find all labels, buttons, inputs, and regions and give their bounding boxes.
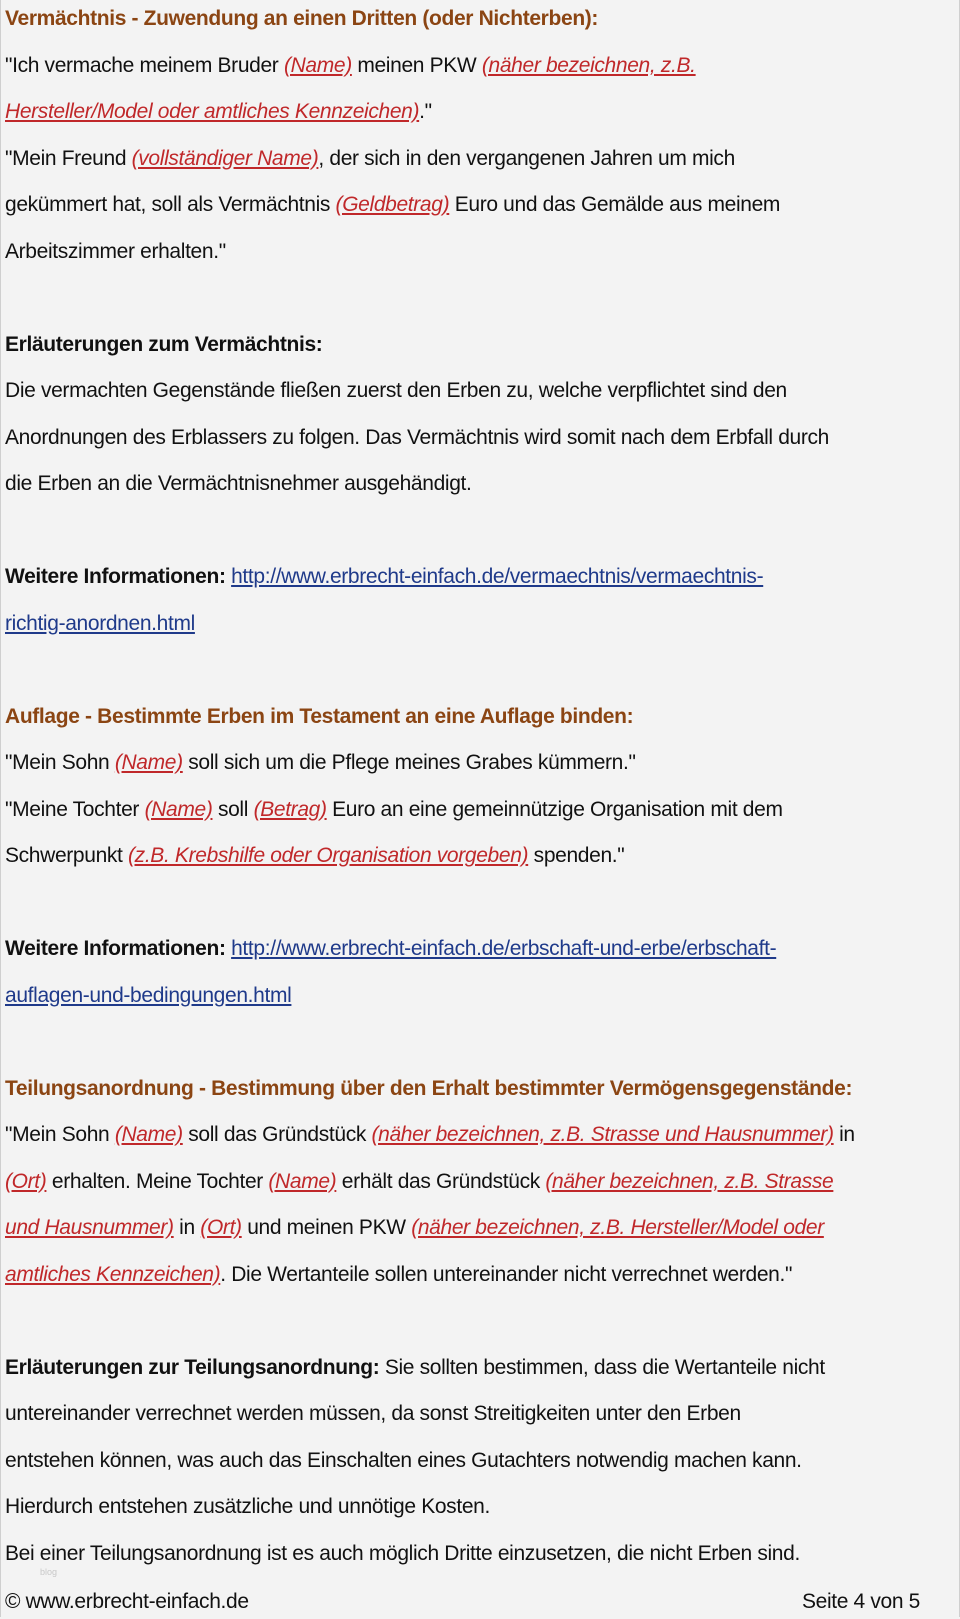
placeholder-text: (näher bezeichnen, z.B. Strasse	[545, 1169, 834, 1193]
blank-line	[5, 279, 960, 326]
text-line	[5, 93, 960, 140]
placeholder-text: (vollständiger Name)	[131, 146, 319, 170]
placeholder-text: (Ort)	[5, 1169, 47, 1193]
text-line	[5, 1256, 960, 1303]
placeholder-text: (Name)	[268, 1169, 337, 1193]
body-text: "Mein Freund	[5, 146, 132, 170]
text-line	[5, 1535, 960, 1582]
text-line	[5, 930, 960, 977]
placeholder-text: (näher bezeichnen, z.B.	[481, 53, 696, 77]
placeholder-text: (Name)	[114, 1123, 183, 1146]
text-line	[5, 698, 960, 745]
placeholder-text: amtliches Kennzeichen)	[5, 1262, 221, 1286]
blank-line	[5, 651, 960, 698]
body-text: gekümmert hat, soll als Vermächtnis	[5, 193, 336, 216]
text-line	[5, 1349, 960, 1396]
text-line	[5, 47, 960, 94]
link[interactable]: richtig-anordnen.html	[5, 611, 195, 635]
text-line	[5, 1395, 960, 1442]
body-text: Arbeitszimmer erhalten."	[5, 239, 226, 263]
body-text: , der sich in den vergangenen Jahren um mich	[318, 146, 735, 170]
placeholder-text: (Betrag)	[253, 797, 327, 821]
placeholder-text: (Name)	[283, 53, 352, 77]
blank-line	[5, 1302, 960, 1349]
body-text: ."	[419, 100, 432, 123]
body-text: soll	[212, 797, 254, 821]
text-line	[5, 1442, 960, 1489]
placeholder-text: (Name)	[114, 751, 183, 774]
blank-line	[5, 1023, 960, 1070]
text-line	[5, 837, 960, 884]
text-line	[5, 465, 960, 512]
body-text: in	[833, 1123, 855, 1146]
text-line	[5, 186, 960, 233]
placeholder-text: (Name)	[144, 797, 213, 821]
bold-label: Weitere Informationen:	[5, 565, 232, 588]
text-line	[5, 1209, 960, 1256]
text-line	[5, 326, 960, 373]
body-text: Die vermachten Gegenstände fließen zuerst den Erben zu, welche verpflichtet sind den	[5, 379, 787, 402]
text-line	[5, 791, 960, 838]
placeholder-text: Hersteller/Model oder amtliches Kennzeichen)	[5, 100, 420, 123]
text-line	[5, 0, 960, 47]
text-line	[5, 1488, 960, 1535]
bold-label: Weitere Informationen:	[5, 937, 232, 960]
body-text: Euro an eine gemeinnützige Organisation mit dem	[326, 797, 783, 821]
body-text: "Mein Sohn	[5, 1123, 115, 1146]
text-line	[5, 977, 960, 1024]
body-text: Bei einer Teilungsanordnung ist es auch möglich Dritte einzusetzen, die nicht Erben sind.	[5, 1541, 800, 1565]
body-text: meinen PKW	[351, 53, 482, 77]
placeholder-text: (näher bezeichnen, z.B. Strasse und Hausnummer)	[371, 1123, 834, 1146]
body-text: spenden."	[528, 844, 625, 867]
text-line	[5, 1163, 960, 1210]
placeholder-text: (Ort)	[200, 1216, 242, 1239]
body-text: erhält das Gründstück	[336, 1169, 546, 1193]
footer-copyright: © www.erbrecht-einfach.de	[5, 1590, 249, 1613]
link[interactable]: http://www.erbrecht-einfach.de/vermaechtnis/vermaechtnis-	[231, 565, 764, 588]
text-line	[5, 1116, 960, 1163]
body-text: "Mein Sohn	[5, 751, 115, 774]
placeholder-text: (z.B. Krebshilfe oder Organisation vorgeben)	[128, 844, 529, 867]
section-heading: Teilungsanordnung - Bestimmung über den Erhalt bestimmter Vermögensgegenstände:	[5, 1076, 853, 1100]
page-footer	[5, 1590, 920, 1614]
body-text: soll das Gründstück	[182, 1123, 372, 1146]
text-line	[5, 419, 960, 466]
placeholder-text: (Geldbetrag)	[335, 193, 450, 216]
blank-line	[5, 884, 960, 931]
text-line	[5, 558, 960, 605]
link[interactable]: http://www.erbrecht-einfach.de/erbschaft-und-erbe/erbschaft-	[231, 937, 777, 960]
text-line	[5, 744, 960, 791]
body-text: . Die Wertanteile sollen untereinander nicht verrechnet werden."	[220, 1262, 793, 1286]
body-text: "Ich vermache meinem Bruder	[5, 53, 284, 77]
body-text: erhalten. Meine Tochter	[46, 1169, 269, 1193]
body-text: Hierdurch entstehen zusätzliche und unnötige Kosten.	[5, 1495, 490, 1518]
placeholder-text: (näher bezeichnen, z.B. Hersteller/Model oder	[411, 1216, 824, 1239]
body-text: Sie sollten bestimmen, dass die Wertanteile nicht	[379, 1355, 825, 1379]
section-heading: Vermächtnis - Zuwendung an einen Dritten (oder Nichterben):	[5, 7, 599, 30]
body-text: Euro und das Gemälde aus meinem	[449, 193, 781, 216]
text-line	[5, 1070, 960, 1117]
text-line	[5, 140, 960, 187]
section-heading: Auflage - Bestimmte Erben im Testament an eine Auflage binden:	[5, 704, 634, 728]
text-line	[5, 605, 960, 652]
text-line	[5, 233, 960, 280]
body-text: entstehen können, was auch das Einschalten eines Gutachters notwendig machen kann.	[5, 1448, 802, 1472]
bold-label: Erläuterungen zur Teilungsanordnung:	[5, 1355, 380, 1379]
body-text: untereinander verrechnet werden müssen, da sonst Streitigkeiten unter den Erben	[5, 1402, 741, 1425]
footer-page-number: Seite 4 von 5	[801, 1590, 920, 1613]
document-body	[5, 0, 960, 1581]
bold-label: Erläuterungen zum Vermächtnis:	[5, 332, 323, 356]
blank-line	[5, 512, 960, 559]
body-text: die Erben an die Vermächtnisnehmer ausgehändigt.	[5, 472, 472, 495]
body-text: und meinen PKW	[241, 1216, 412, 1239]
text-line	[5, 372, 960, 419]
body-text: "Meine Tochter	[5, 797, 145, 821]
faint-watermark: blog	[40, 1567, 58, 1577]
placeholder-text: und Hausnummer)	[5, 1216, 174, 1239]
link[interactable]: auflagen-und-bedingungen.html	[5, 983, 292, 1007]
body-text: in	[173, 1216, 201, 1239]
body-text: soll sich um die Pflege meines Grabes kümmern."	[182, 751, 636, 774]
body-text: Anordnungen des Erblassers zu folgen. Das Vermächtnis wird somit nach dem Erbfall durch	[5, 425, 829, 449]
body-text: Schwerpunkt	[5, 844, 129, 867]
